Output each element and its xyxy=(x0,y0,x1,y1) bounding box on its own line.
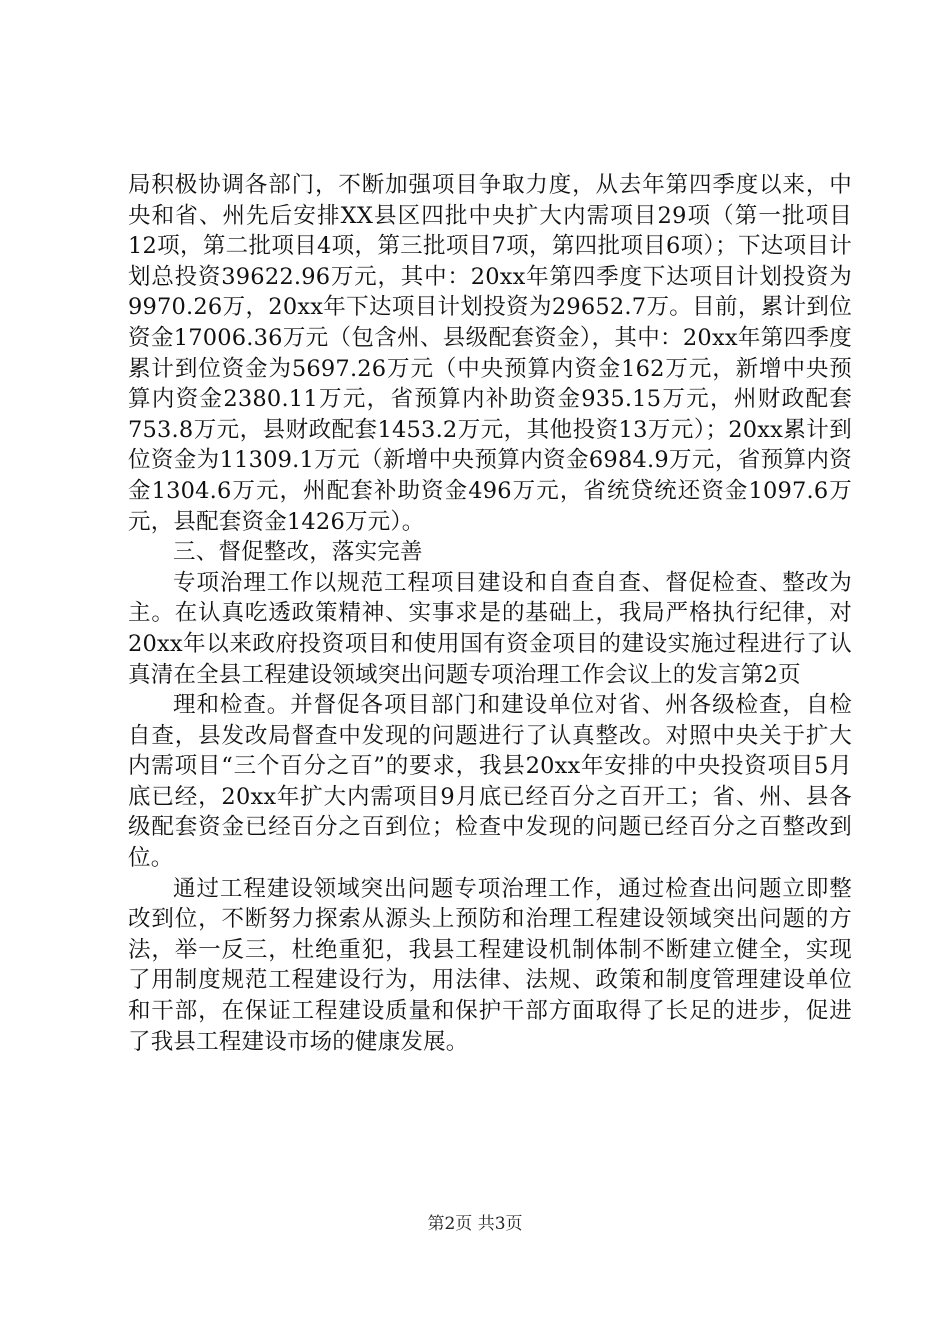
paragraph-special-governance: 专项治理工作以规范工程项目建设和自查自查、督促检查、整改为主。在认真吃透政策精神、实事求是的基础上，我局严格执行纪律，对20xx年以来政府投资项目和使用国有资金项目的建设实施过程进行了认真清在全县工程建设领域突出问题专项治理工作会议上的发言第2页 xyxy=(128,569,852,688)
document-body xyxy=(128,170,852,1057)
page-footer: 第2页 共3页 xyxy=(427,1214,523,1234)
section-heading-3: 三、督促整改，落实完善 xyxy=(173,539,423,566)
paragraph-inspection: 理和检查。并督促各项目部门和建设单位对省、州各级检查，自检自查，县发改局督查中发现的问题进行了认真整改。对照中央关于扩大内需项目“三个百分之百”的要求，我县20xx年安排的中央投资项目5月底已经，20xx年扩大内需项目9月底已经百分之百开工；省、州、县各级配套资金已经百分之百到位；检查中发现的问题已经百分之百整改到位。 xyxy=(128,692,852,872)
paragraph-funding: 局积极协调各部门，不断加强项目争取力度，从去年第四季度以来，中央和省、州先后安排XX县区四批中央扩大内需项目29项（第一批项目12项，第二批项目4项，第三批项目7项，第四批项目6项）；下达项目计划总投资39622.96万元，其中：20xx年第四季度下达项目计划投资为9970.26万，20xx年下达项目计划投资为29652.7万。目前，累计到位资金17006.36万元（包含州、县级配套资金），其中：20xx年第四季度累计到位资金为5697.26万元（中央预算内资金162万元，新增中央预算内资金2380.11万元，省预算内补助资金935.15万元，州财政配套753.8万元，县财政配套1453.2万元，其他投资13万元）；20xx累计到位资金为11309.1万元（新增中央预算内资金6984.9万元，省预算内资金1304.6万元，州配套补助资金496万元，省统贷统还资金1097.6万元，县配套资金1426万元）。 xyxy=(128,172,852,535)
paragraph-conclusion: 通过工程建设领域突出问题专项治理工作，通过检查出问题立即整改到位，不断努力探索从源头上预防和治理工程建设领域突出问题的方法，举一反三，杜绝重犯，我县工程建设机制体制不断建立健全，实现了用制度规范工程建设行为，用法律、法规、政策和制度管理建设单位和干部，在保证工程建设质量和保护干部方面取得了长足的进步，促进了我县工程建设市场的健康发展。 xyxy=(128,875,852,1055)
